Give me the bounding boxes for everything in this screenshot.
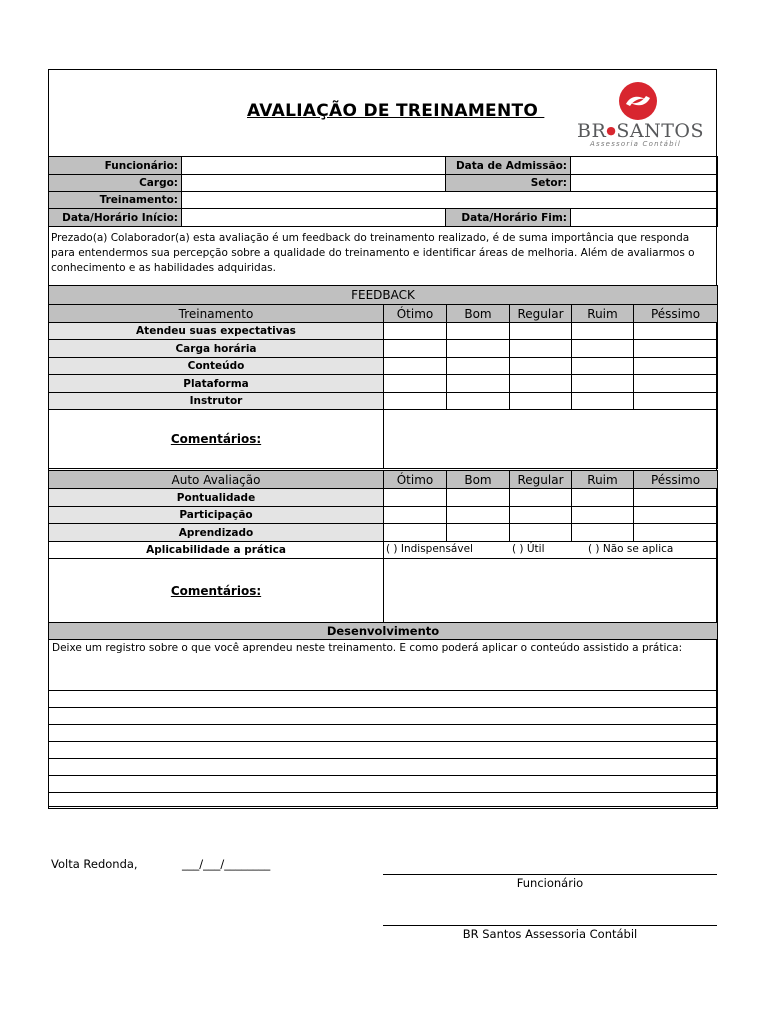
rating-cell[interactable] bbox=[572, 358, 634, 375]
rating-cell[interactable] bbox=[634, 323, 718, 340]
data-inicio-field[interactable] bbox=[182, 209, 446, 227]
intro-paragraph: Prezado(a) Colaborador(a) esta avaliação é um feedback do treinamento realizado, é de suma importância que responda para entendermos sua percepção sobre a qualidade do treinamento e identificar áreas de melhoria. Além de avaliarmos o conhecimento e as habilidades adquiridas. bbox=[51, 232, 695, 274]
logo-circle-icon bbox=[572, 82, 707, 122]
rating-cell[interactable] bbox=[447, 393, 510, 410]
rating-cell[interactable] bbox=[447, 507, 510, 524]
feedback-row bbox=[49, 340, 718, 358]
rating-cell[interactable] bbox=[510, 489, 572, 507]
rating-cell[interactable] bbox=[634, 393, 718, 410]
development-line[interactable] bbox=[49, 742, 718, 759]
rating-cell[interactable] bbox=[384, 340, 447, 358]
funcionario-label: Funcionário: bbox=[49, 157, 182, 175]
self-assessment-item-label: Participação bbox=[49, 507, 384, 524]
rating-cell[interactable] bbox=[572, 489, 634, 507]
rating-cell[interactable] bbox=[634, 375, 718, 393]
option-nao-se-aplica[interactable]: ( ) Não se aplica bbox=[588, 543, 674, 555]
feedback-item-label: Instrutor bbox=[49, 393, 384, 410]
rating-cell[interactable] bbox=[510, 340, 572, 358]
rating-cell[interactable] bbox=[510, 358, 572, 375]
rating-cell[interactable] bbox=[384, 323, 447, 340]
rating-cell[interactable] bbox=[384, 507, 447, 524]
feedback-comments-label: Comentários: bbox=[49, 410, 384, 469]
feedback-row bbox=[49, 323, 718, 340]
option-util[interactable]: ( ) Útil bbox=[512, 543, 545, 555]
rating-cell[interactable] bbox=[447, 358, 510, 375]
rating-cell[interactable] bbox=[384, 375, 447, 393]
rating-cell[interactable] bbox=[572, 340, 634, 358]
brsantos-logo bbox=[572, 82, 707, 147]
rating-cell[interactable] bbox=[634, 489, 718, 507]
development-prompt: Deixe um registro sobre o que você aprendeu neste treinamento. E como poderá aplicar o conteúdo assistido a prática: bbox=[52, 642, 683, 654]
feedback-item-label: Plataforma bbox=[49, 375, 384, 393]
feedback-comments-field[interactable] bbox=[384, 410, 718, 469]
development-line[interactable] bbox=[49, 725, 718, 742]
self-assessment-row bbox=[49, 507, 718, 524]
self-assessment-row bbox=[49, 524, 718, 542]
development-line[interactable] bbox=[49, 793, 718, 809]
treinamento-field[interactable] bbox=[182, 192, 718, 209]
self-assessment-column-title: Auto Avaliação bbox=[49, 471, 384, 489]
feedback-row bbox=[49, 375, 718, 393]
rating-header-otimo: Ótimo bbox=[384, 471, 447, 489]
rating-cell[interactable] bbox=[384, 524, 447, 542]
rating-cell[interactable] bbox=[384, 358, 447, 375]
rating-cell[interactable] bbox=[447, 375, 510, 393]
feedback-section-title: FEEDBACK bbox=[49, 286, 718, 305]
option-indispensavel[interactable]: ( ) Indispensável bbox=[386, 543, 473, 555]
self-assessment-item-label: Aprendizado bbox=[49, 524, 384, 542]
treinamento-label: Treinamento: bbox=[49, 192, 182, 209]
rating-cell[interactable] bbox=[572, 393, 634, 410]
applicability-options bbox=[384, 542, 718, 559]
rating-header-regular: Regular bbox=[510, 305, 572, 323]
company-signature-line[interactable] bbox=[383, 925, 717, 926]
rating-cell[interactable] bbox=[572, 323, 634, 340]
rating-header-ruim: Ruim bbox=[572, 305, 634, 323]
data-admissao-field[interactable] bbox=[571, 157, 718, 175]
self-assessment-comments-field[interactable] bbox=[384, 559, 718, 623]
city-label: Volta Redonda, bbox=[51, 857, 138, 871]
cargo-label: Cargo: bbox=[49, 175, 182, 192]
data-fim-label: Data/Horário Fim: bbox=[446, 209, 571, 227]
rating-header-bom: Bom bbox=[447, 471, 510, 489]
logo-subtitle: Assessoria Contábil bbox=[590, 140, 682, 148]
rating-header-regular: Regular bbox=[510, 471, 572, 489]
feedback-row bbox=[49, 358, 718, 375]
feedback-item-label: Atendeu suas expectativas bbox=[49, 323, 384, 340]
self-assessment-table bbox=[48, 470, 718, 623]
self-assessment-item-label: Pontualidade bbox=[49, 489, 384, 507]
feedback-item-label: Carga horária bbox=[49, 340, 384, 358]
rating-cell[interactable] bbox=[572, 507, 634, 524]
rating-cell[interactable] bbox=[634, 340, 718, 358]
feedback-column-title: Treinamento bbox=[49, 305, 384, 323]
rating-cell[interactable] bbox=[510, 393, 572, 410]
employee-signature-label: Funcionário bbox=[516, 876, 584, 890]
setor-label: Setor: bbox=[446, 175, 571, 192]
company-signature-label: BR Santos Assessoria Contábil bbox=[462, 927, 638, 941]
applicability-label: Aplicabilidade a prática bbox=[49, 542, 384, 559]
feedback-item-label: Conteúdo bbox=[49, 358, 384, 375]
development-table bbox=[48, 622, 718, 809]
rating-cell[interactable] bbox=[572, 524, 634, 542]
data-inicio-label: Data/Horário Início: bbox=[49, 209, 182, 227]
logo-wordmark: BR●SANTOS bbox=[577, 120, 705, 142]
self-assessment-comments-label: Comentários: bbox=[49, 559, 384, 623]
rating-cell[interactable] bbox=[634, 507, 718, 524]
rating-cell[interactable] bbox=[634, 358, 718, 375]
data-admissao-label: Data de Admissão: bbox=[446, 157, 571, 175]
employee-signature-line[interactable] bbox=[383, 874, 717, 875]
development-prompt-cell[interactable] bbox=[49, 640, 718, 691]
development-line[interactable] bbox=[49, 776, 718, 793]
rating-cell[interactable] bbox=[447, 323, 510, 340]
feedback-row bbox=[49, 393, 718, 410]
self-assessment-row bbox=[49, 489, 718, 507]
rating-cell[interactable] bbox=[510, 507, 572, 524]
development-line[interactable] bbox=[49, 691, 718, 708]
rating-header-ruim: Ruim bbox=[572, 471, 634, 489]
rating-cell[interactable] bbox=[510, 375, 572, 393]
rating-header-pessimo: Péssimo bbox=[634, 471, 718, 489]
funcionario-field[interactable] bbox=[182, 157, 446, 175]
rating-cell[interactable] bbox=[447, 524, 510, 542]
cargo-field[interactable] bbox=[182, 175, 446, 192]
rating-header-bom: Bom bbox=[447, 305, 510, 323]
rating-cell[interactable] bbox=[447, 489, 510, 507]
development-line[interactable] bbox=[49, 708, 718, 725]
rating-header-otimo: Ótimo bbox=[384, 305, 447, 323]
rating-cell[interactable] bbox=[510, 323, 572, 340]
rating-cell[interactable] bbox=[384, 489, 447, 507]
rating-cell[interactable] bbox=[510, 524, 572, 542]
development-line[interactable] bbox=[49, 759, 718, 776]
rating-cell[interactable] bbox=[634, 524, 718, 542]
date-blank[interactable]: ___/___/________ bbox=[182, 857, 271, 871]
header-fields-table bbox=[48, 156, 718, 227]
rating-cell[interactable] bbox=[384, 393, 447, 410]
setor-field[interactable] bbox=[571, 175, 718, 192]
data-fim-field[interactable] bbox=[571, 209, 718, 227]
development-section-title: Desenvolvimento bbox=[49, 623, 718, 640]
rating-cell[interactable] bbox=[447, 340, 510, 358]
rating-cell[interactable] bbox=[572, 375, 634, 393]
page-title: AVALIAÇÃO DE TREINAMENTO bbox=[247, 101, 545, 121]
rating-header-pessimo: Péssimo bbox=[634, 305, 718, 323]
feedback-table bbox=[48, 285, 718, 469]
